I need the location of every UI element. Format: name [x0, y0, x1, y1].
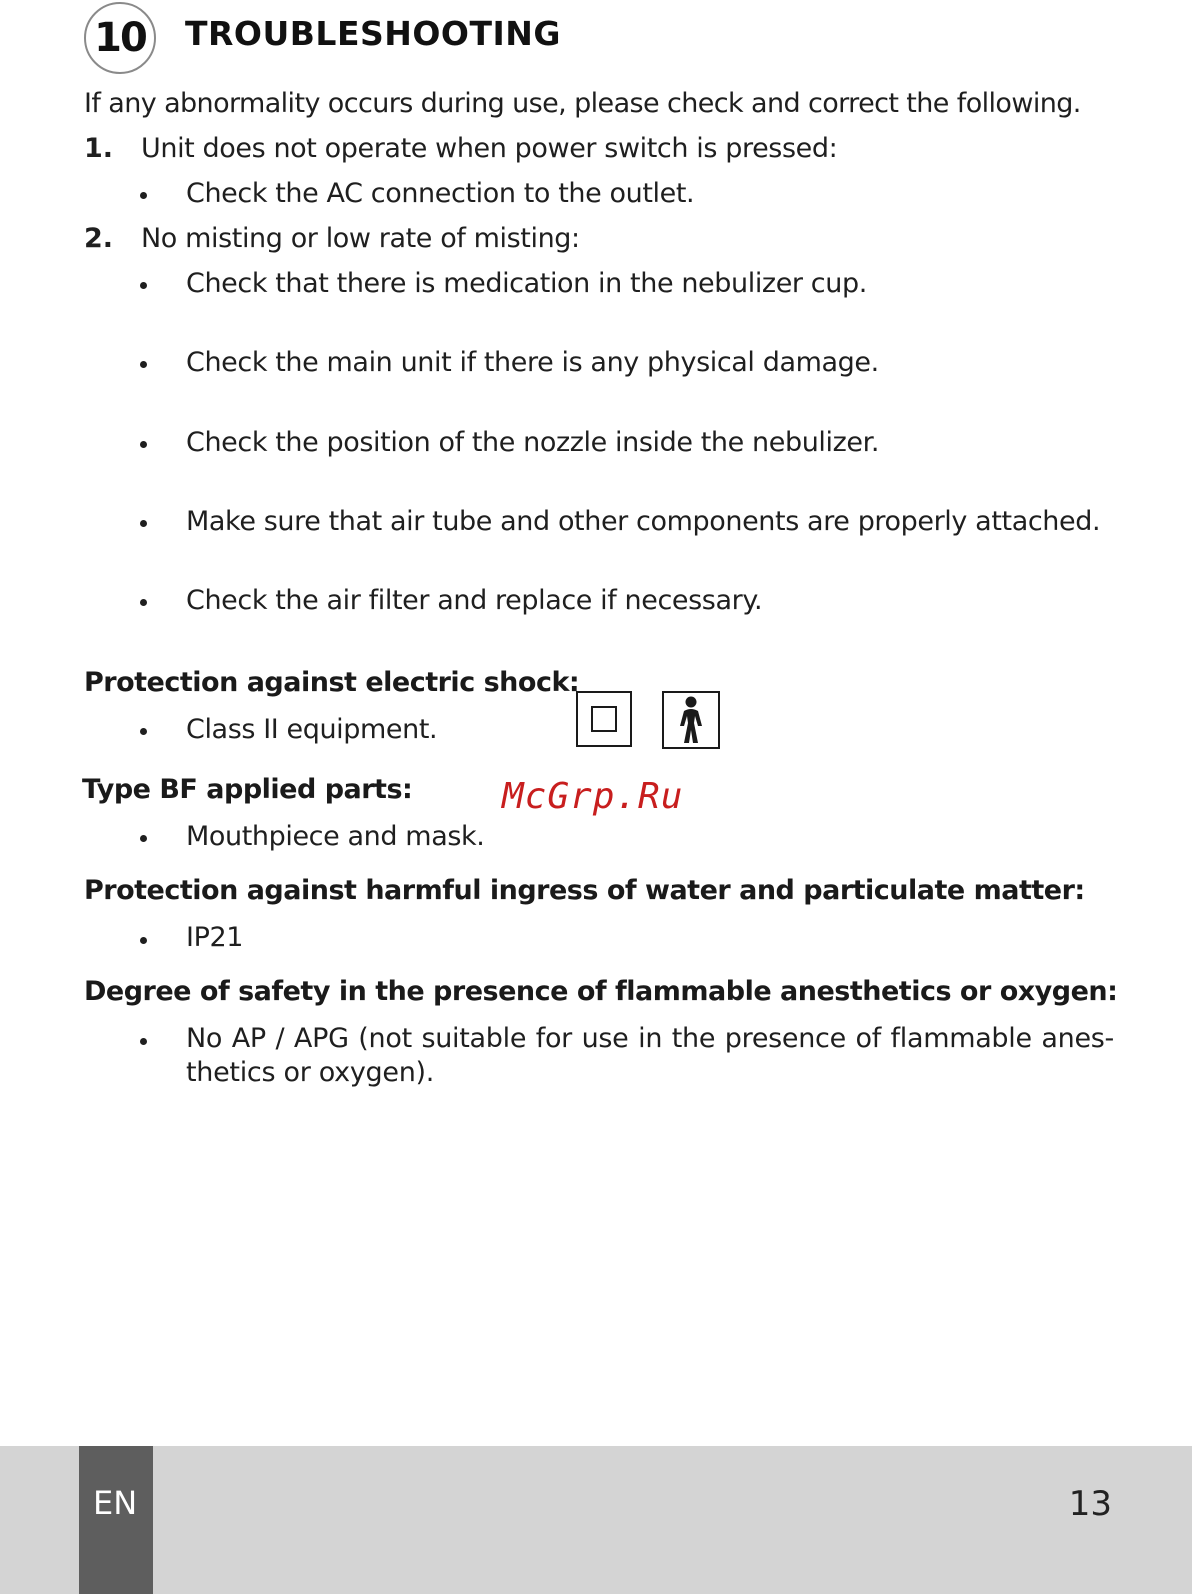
- item-number: 1.: [84, 133, 114, 164]
- intro-text: If any abnormality occurs during use, please check and correct the following.: [84, 88, 1081, 119]
- bullet-text: Check the main unit if there is any physical damage.: [186, 347, 879, 378]
- bullet-dot: [140, 1038, 147, 1045]
- bullet-dot: [140, 728, 147, 735]
- bullet-dot: [140, 441, 147, 448]
- page-footer: [0, 1446, 1192, 1594]
- bullet-text: Check that there is medication in the nebulizer cup.: [186, 268, 867, 299]
- bullet-dot: [140, 282, 147, 289]
- bullet-text: Check the AC connection to the outlet.: [186, 178, 695, 209]
- spec-heading: Protection against harmful ingress of water and particulate matter:: [84, 875, 1085, 906]
- item-text: No misting or low rate of misting:: [141, 223, 580, 254]
- item-text: Unit does not operate when power switch is pressed:: [141, 133, 838, 164]
- item-number: 2.: [84, 223, 114, 254]
- watermark: McGrp.Ru: [502, 776, 684, 817]
- page-number: 13: [1068, 1484, 1112, 1524]
- bullet-text: No AP / APG (not suitable for use in the presence of flammable anes-thetics or oxygen).: [186, 1023, 1114, 1088]
- bullet-dot: [140, 361, 147, 368]
- bullet-dot: [140, 835, 147, 842]
- bullet-dot: [140, 599, 147, 606]
- bullet-dot: [140, 937, 147, 944]
- section-number-badge: 10: [84, 2, 156, 74]
- spec-heading: Degree of safety in the presence of flammable anesthetics or oxygen:: [84, 976, 1118, 1007]
- bullet-text: IP21: [186, 922, 244, 953]
- type-bf-icon: [662, 691, 720, 749]
- bullet-text: Check the position of the nozzle inside the nebulizer.: [186, 427, 880, 458]
- section-title: TROUBLESHOOTING: [185, 14, 561, 53]
- bullet-text: Check the air filter and replace if necessary.: [186, 585, 763, 616]
- language-tab: [79, 1446, 153, 1594]
- spec-heading: Type BF applied parts:: [82, 774, 413, 805]
- bullet-dot: [140, 192, 147, 199]
- class-ii-inner-square: [591, 706, 617, 732]
- language-label: EN: [93, 1484, 138, 1522]
- class-ii-icon: [576, 691, 632, 747]
- spec-heading: Protection against electric shock:: [84, 667, 580, 698]
- bullet-text: Make sure that air tube and other components are properly attached.: [186, 506, 1101, 537]
- type-bf-figure: [664, 693, 718, 747]
- bullet-dot: [140, 520, 147, 527]
- bullet-text: Class II equipment.: [186, 714, 438, 745]
- bullet-text: Mouthpiece and mask.: [186, 821, 485, 852]
